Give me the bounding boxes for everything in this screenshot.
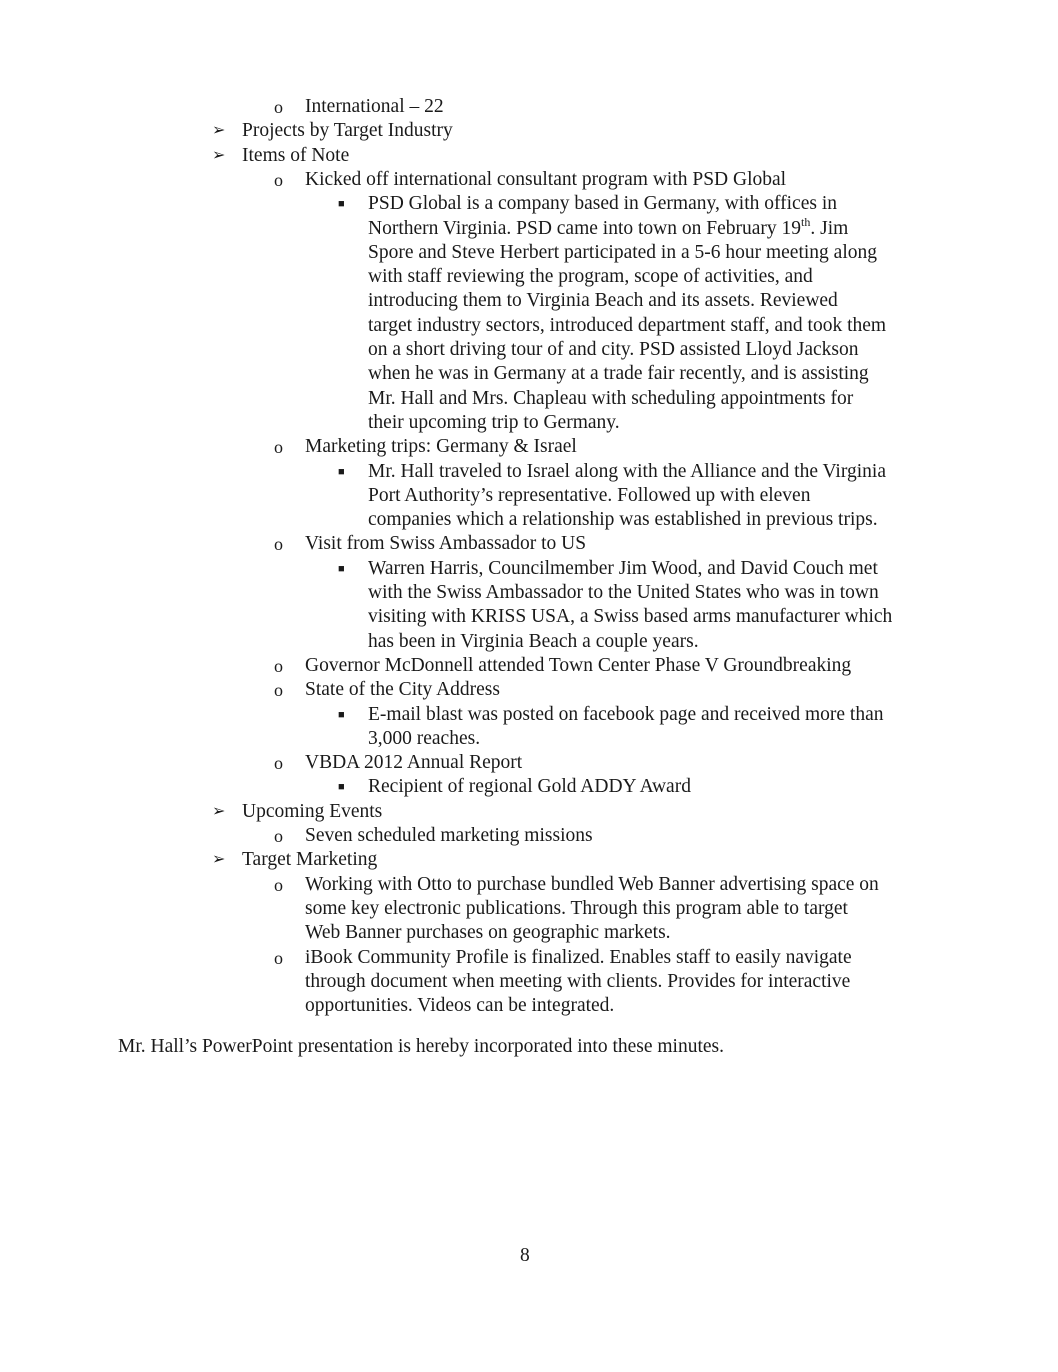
arrow-bullet-icon: ➢ bbox=[212, 122, 226, 140]
outline-item-16-line-0: Target Marketing bbox=[242, 849, 378, 871]
outline-item-12-line-0: VBDA 2012 Annual Report bbox=[305, 752, 523, 774]
outline-item-17-line-0: Working with Otto to purchase bundled Web Banner advertising space on bbox=[305, 873, 879, 895]
square-bullet-icon: ■ bbox=[338, 708, 345, 721]
circle-bullet-icon: o bbox=[274, 534, 283, 555]
outline-item-4-line-2: Spore and Steve Herbert participated in a 5-6 hour meeting along bbox=[368, 241, 877, 263]
circle-bullet-icon: o bbox=[274, 680, 283, 701]
outline-item-4-line-1: Northern Virginia. PSD came into town on February 19th. Jim bbox=[368, 214, 849, 239]
closing-statement: Mr. Hall’s PowerPoint presentation is hereby incorporated into these minutes. bbox=[118, 1036, 725, 1057]
outline-item-18-line-0: iBook Community Profile is finalized. Enables staff to easily navigate bbox=[305, 946, 852, 968]
square-bullet-icon: ■ bbox=[338, 198, 345, 211]
outline-item-13-line-0: Recipient of regional Gold ADDY Award bbox=[368, 776, 691, 798]
outline-item-18-line-2: opportunities. Videos can be integrated. bbox=[305, 995, 615, 1017]
circle-bullet-icon: o bbox=[274, 947, 283, 968]
outline-item-6-line-1: Port Authority’s representative. Followed up with eleven bbox=[368, 484, 811, 506]
outline-item-2-line-0: Items of Note bbox=[242, 144, 350, 166]
outline-item-6-line-2: companies which a relationship was established in previous trips. bbox=[368, 509, 878, 531]
outline-item-11-line-1: 3,000 reaches. bbox=[368, 727, 481, 749]
outline-item-18-line-1: through document when meeting with clients. Provides for interactive bbox=[305, 970, 851, 992]
outline-item-10-line-0: State of the City Address bbox=[305, 679, 500, 701]
outline-item-3-line-0: Kicked off international consultant program with PSD Global bbox=[305, 168, 787, 190]
outline-item-8-line-1: with the Swiss Ambassador to the United States who was in town bbox=[368, 582, 879, 603]
outline-item-4-line-4: introducing them to Virginia Beach and its assets. Reviewed bbox=[368, 290, 838, 312]
outline-item-4-line-3: with staff reviewing the program, scope of activities, and bbox=[368, 266, 813, 288]
outline-item-4-line-9: their upcoming trip to Germany. bbox=[368, 411, 620, 433]
circle-bullet-icon: o bbox=[274, 753, 283, 774]
outline-item-1-line-0: Projects by Target Industry bbox=[242, 120, 453, 142]
circle-bullet-icon: o bbox=[274, 826, 283, 846]
outline-item-4-line-0: PSD Global is a company based in Germany, with offices in bbox=[368, 193, 837, 215]
outline-item-8-line-2: visiting with KRISS USA, a Swiss based arms manufacturer which bbox=[368, 606, 893, 628]
circle-bullet-icon: o bbox=[274, 169, 283, 190]
arrow-bullet-icon: ➢ bbox=[212, 851, 226, 869]
square-bullet-icon: ■ bbox=[338, 781, 345, 794]
arrow-bullet-icon: ➢ bbox=[212, 802, 226, 820]
outline-item-6-line-0: Mr. Hall traveled to Israel along with the Alliance and the Virginia bbox=[368, 460, 886, 482]
circle-bullet-icon: o bbox=[274, 874, 283, 895]
outline-item-17-line-2: Web Banner purchases on geographic markets. bbox=[305, 922, 671, 944]
page-number: 8 bbox=[520, 1245, 530, 1266]
outline-item-8-line-0: Warren Harris, Councilmember Jim Wood, and David Couch met bbox=[368, 557, 878, 579]
outline-item-4-line-6: on a short driving tour of and city. PSD assisted Lloyd Jackson bbox=[368, 339, 859, 360]
outline-item-8-line-3: has been in Virginia Beach a couple years. bbox=[368, 630, 699, 652]
circle-bullet-icon: o bbox=[274, 97, 283, 117]
outline-item-5-line-0: Marketing trips: Germany & Israel bbox=[305, 436, 577, 458]
outline-item-14-line-0: Upcoming Events bbox=[242, 800, 383, 822]
outline-item-4-line-7: when he was in Germany at a trade fair recently, and is assisting bbox=[368, 363, 869, 385]
circle-bullet-icon: o bbox=[274, 655, 283, 676]
outline-item-11-line-0: E-mail blast was posted on facebook page and received more than bbox=[368, 703, 884, 725]
arrow-bullet-icon: ➢ bbox=[212, 146, 226, 164]
square-bullet-icon: ■ bbox=[338, 562, 345, 575]
outline-item-17-line-1: some key electronic publications. Through this program able to target bbox=[305, 897, 848, 919]
outline-item-4-line-8: Mr. Hall and Mrs. Chapleau with scheduling appointments for bbox=[368, 387, 854, 409]
square-bullet-icon: ■ bbox=[338, 465, 345, 478]
outline-item-4-line-5: target industry sectors, introduced department staff, and took them bbox=[368, 314, 887, 336]
outline-item-7-line-0: Visit from Swiss Ambassador to US bbox=[305, 533, 587, 555]
circle-bullet-icon: o bbox=[274, 437, 283, 458]
outline-item-0-line-0: International – 22 bbox=[305, 96, 444, 117]
outline-item-15-line-0: Seven scheduled marketing missions bbox=[305, 825, 593, 846]
outline-item-9-line-0: Governor McDonnell attended Town Center Phase V Groundbreaking bbox=[305, 654, 852, 676]
